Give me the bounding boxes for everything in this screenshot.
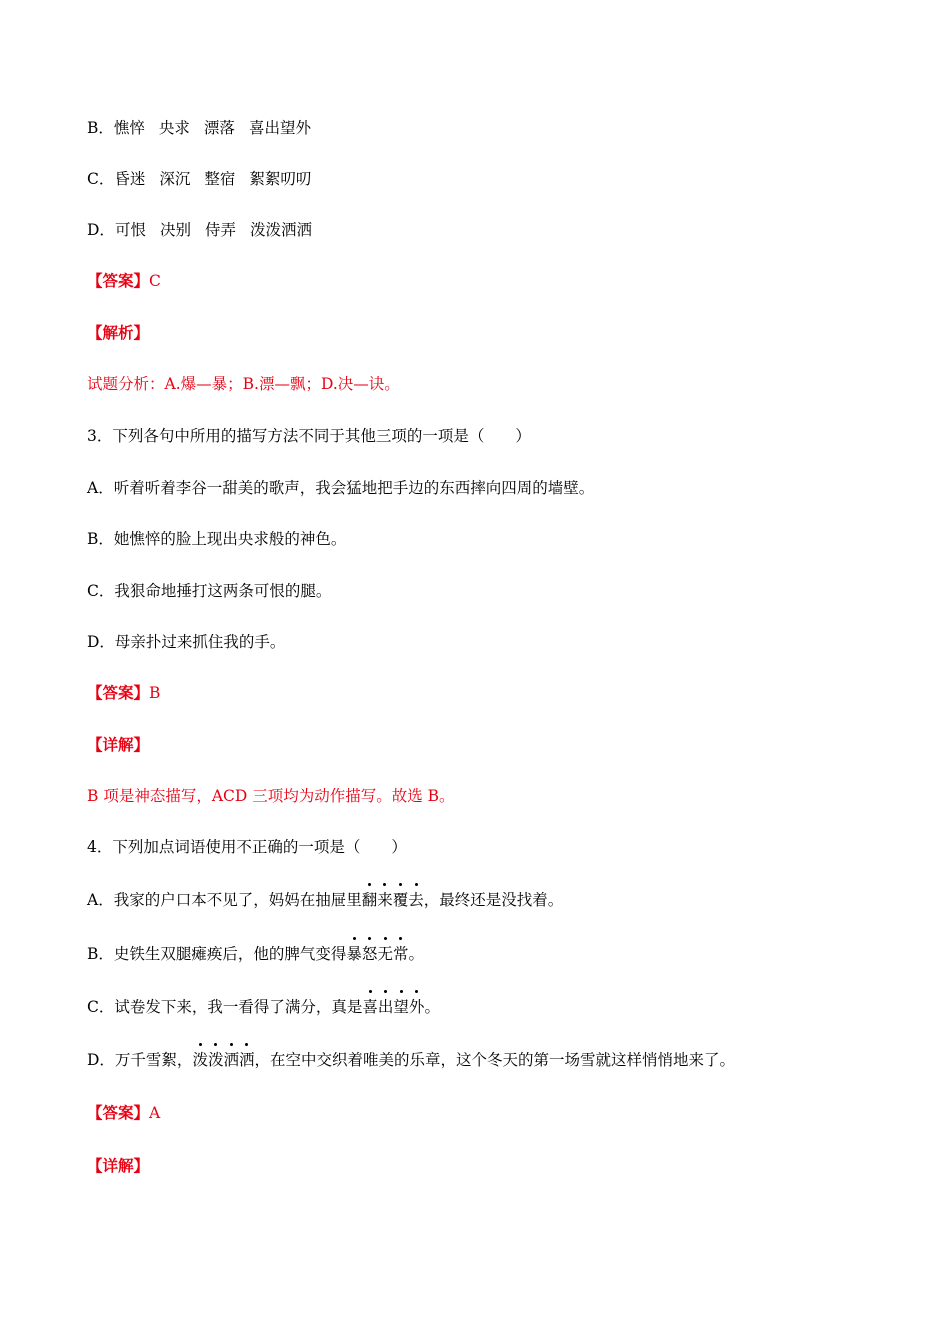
option-text: C．试卷发下来，我一看得了满分，真是 xyxy=(87,998,363,1016)
q4-stem: 4．下列加点词语使用不正确的一项是（ ） xyxy=(87,838,407,856)
answer-value: C xyxy=(149,272,161,290)
dotted-char: 来 xyxy=(377,891,393,909)
q3-stem: 3．下列各句中所用的描写方法不同于其他三项的一项是（ ） xyxy=(87,427,531,445)
q4-option-b xyxy=(87,943,424,965)
q3-detail-label: 【详解】 xyxy=(87,735,150,754)
answer-label: 【答案】 xyxy=(87,1103,150,1122)
dotted-char: 望 xyxy=(393,998,409,1016)
dotted-char: 怒 xyxy=(361,945,378,963)
option-text: B．史铁生双腿瘫痪后，他的脾气变得 xyxy=(87,945,347,963)
dotted-char: 泼 xyxy=(207,1051,224,1069)
q2-analysis-text: 试题分析：A.爆—暴；B.漂—飘；D.决—诀。 xyxy=(87,375,400,393)
option-word: 昏迷 xyxy=(114,170,146,188)
option-word: 央求 xyxy=(158,119,190,137)
dotted-char: 无 xyxy=(377,945,393,963)
answer-value: A xyxy=(149,1104,161,1122)
option-word: 憔悴 xyxy=(113,119,145,137)
q2-option-b xyxy=(87,117,311,139)
q3-detail-text: B 项是神态描写，ACD 三项均为动作描写。故选 B。 xyxy=(87,787,455,805)
option-word: 可恨 xyxy=(114,221,146,239)
option-word: 喜出望外 xyxy=(248,119,311,137)
q2-option-d xyxy=(87,219,312,241)
dotted-char: 洒 xyxy=(238,1051,255,1069)
dotted-char: 暴 xyxy=(346,945,362,963)
q3-option-b: B．她憔悴的脸上现出央求般的神色。 xyxy=(87,530,347,548)
dotted-char: 洒 xyxy=(223,1051,239,1069)
option-text: ，最终还是没找着。 xyxy=(423,891,564,909)
q4-option-d xyxy=(87,1049,735,1071)
dotted-char: 翻 xyxy=(361,891,378,909)
dotted-char: 喜 xyxy=(362,998,378,1016)
dotted-char: 泼 xyxy=(192,1051,208,1069)
option-text: 。 xyxy=(408,945,424,963)
q4-answer xyxy=(87,1102,160,1124)
option-label: D． xyxy=(87,221,115,239)
q2-answer xyxy=(87,270,161,292)
dotted-char: 覆 xyxy=(392,891,409,909)
dotted-char: 常 xyxy=(392,945,409,963)
option-word: 絮絮叨叨 xyxy=(249,170,312,188)
q3-answer xyxy=(87,682,160,704)
option-word: 深沉 xyxy=(159,170,191,188)
dotted-char: 外 xyxy=(408,998,425,1016)
option-word: 决别 xyxy=(159,221,191,239)
answer-value: B xyxy=(149,684,161,702)
dotted-char: 出 xyxy=(377,998,394,1016)
option-text: 。 xyxy=(424,998,440,1016)
q3-option-a: A．听着听着李谷一甜美的歌声，我会猛地把手边的东西摔向四周的墙壁。 xyxy=(87,479,595,497)
option-text: D．万千雪絮， xyxy=(87,1051,193,1069)
q4-option-a xyxy=(87,889,563,911)
option-word: 漂落 xyxy=(203,119,235,137)
q4-option-c xyxy=(87,996,440,1018)
option-word: 整宿 xyxy=(204,170,236,188)
q3-option-c: C．我狠命地捶打这两条可恨的腿。 xyxy=(87,582,332,600)
q2-analysis-label: 【解析】 xyxy=(87,323,150,342)
q3-option-d: D．母亲扑过来抓住我的手。 xyxy=(87,633,286,651)
option-label: C． xyxy=(87,170,115,188)
q4-detail-label: 【详解】 xyxy=(87,1156,150,1175)
option-label: B． xyxy=(87,119,114,137)
dotted-char: 去 xyxy=(408,891,424,909)
option-word: 侍弄 xyxy=(204,221,236,239)
option-text: ，在空中交织着唯美的乐章，这个冬天的第一场雪就这样悄悄地来了。 xyxy=(254,1051,736,1069)
answer-label: 【答案】 xyxy=(87,683,150,702)
q2-option-c xyxy=(87,168,311,190)
option-word: 泼泼洒洒 xyxy=(249,221,312,239)
answer-label: 【答案】 xyxy=(87,271,150,290)
option-text: A．我家的户口本不见了，妈妈在抽屉里 xyxy=(87,891,362,909)
